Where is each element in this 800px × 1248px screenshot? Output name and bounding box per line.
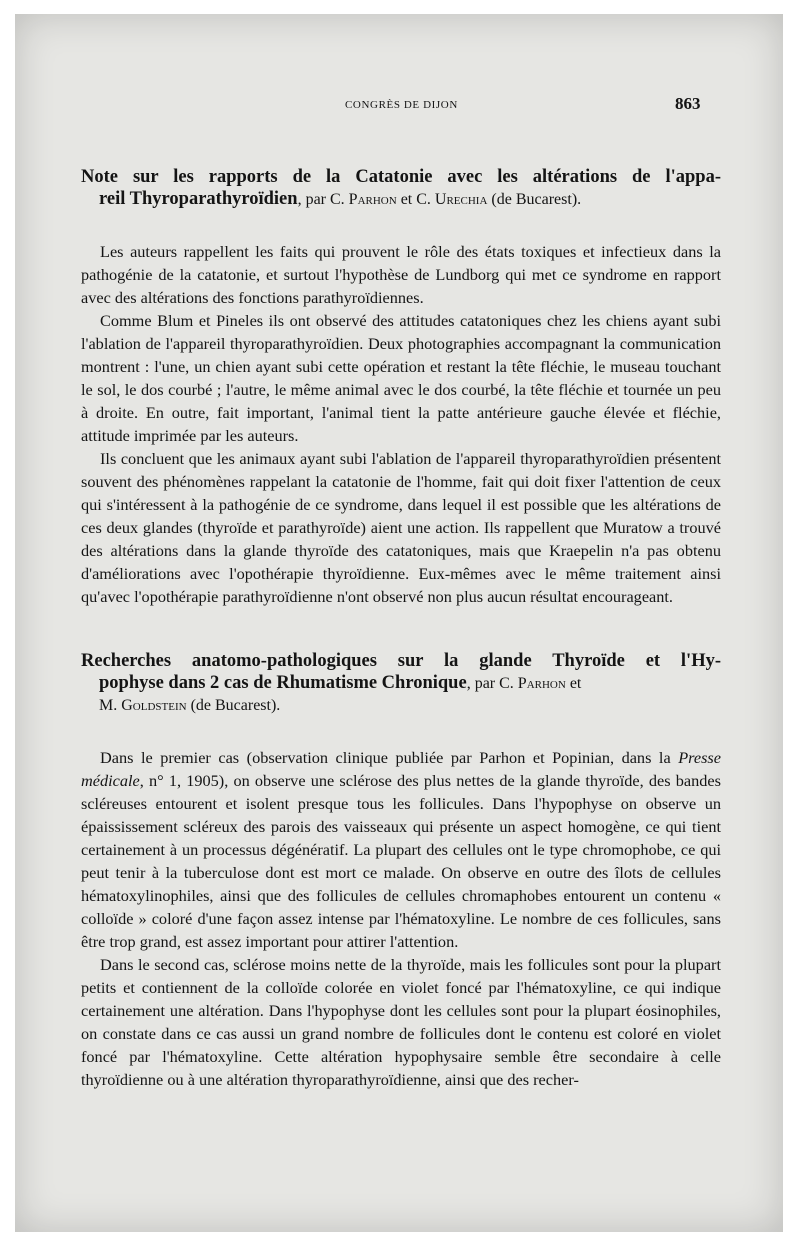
section-1-title-line2 — [81, 188, 721, 211]
page-number: 863 — [675, 94, 701, 113]
section-1-paragraph-2: Comme Blum et Pineles ils ont observé des attitudes catatoniques chez les chiens ayant subi l'ablation de l'appareil thyroparathyroïdien. Deux photographies accompagnant la communication montrent : l'une, un chien ayant subi cette opération et restant la tête fléchie, le museau touchant le sol, le dos courbé ; l'autre, le même animal avec le dos courbé, la tête fléchie et tournée un peu à droite. En outre, fait important, l'animal tient la patte antérieure gauche élevée et fléchie, attitude imprimée par les auteurs. — [81, 311, 721, 445]
section-2-title-continued: pophyse dans 2 cas de Rhumatisme Chronique — [99, 673, 467, 693]
journal-name: Presse médicale — [81, 748, 721, 790]
page-content — [81, 166, 721, 1091]
section-1-and: et C. — [396, 191, 435, 208]
section-1-title-continued: reil Thyroparathyroïdien — [99, 189, 298, 209]
section-1-author-2: Urechia — [434, 191, 488, 208]
page-header — [15, 94, 783, 118]
section-2-author-line — [81, 695, 721, 717]
section-1 — [81, 166, 721, 608]
book-page — [15, 14, 783, 1232]
section-1-title-line1: Note sur les rapports de la Catatonie avec les altérations de l'appa- — [81, 167, 721, 187]
section-2 — [81, 650, 721, 1091]
section-2-author-2: Goldstein — [121, 697, 187, 714]
section-2-author-1: Parhon — [517, 675, 566, 692]
section-1-by: , par C. — [297, 191, 349, 208]
section-2-by: , par C. — [466, 675, 518, 692]
section-2-paragraph-2: Dans le second cas, sclérose moins nette de la thyroïde, mais les follicules sont pour la plupart petits et contiennent de la colloïde colorée en violet foncé par l'hématoxyline, ce qui indique certainement une altération. Dans l'hypophyse dont les cellules sont pour la plupart éosinophiles, on constate dans ce cas aussi un grand nombre de follicules dont le contenu est coloré en violet foncé par l'hématoxyline. Cette altération hypophysaire semble être secondaire à celle thyroïdienne ou à une altération thyroparathyroïdienne, ainsi que des recher- — [81, 955, 721, 1089]
section-2-title-line1: Recherches anatomo-pathologiques sur la glande Thyroïde et l'Hy- — [81, 651, 721, 671]
section-2-p1-rest: , n° 1, 1905), on observe une sclérose des plus nettes de la glande thyroïde, des bandes scléreuses entourent et isolent presque tous les follicules. Dans l'hypophyse on observe un épaississement scléreux des parois des vaisseaux qui présente un aspect homogène, ce qui tient certainement à un processus dégénératif. La plupart des cellules ont le type chromophobe, ce qui peut tenir à la tuberculose dont est mort ce malade. On observe en outre des îlots de cellules hématoxylinophiles, ainsi que des follicules de cellules chromaphobes entourent un contenu « colloïde » coloré d'une façon assez intense par l'hématoxyline. Le nombre de ces follicules, sans être trop grand, est assez important pour attirer l'attention. — [81, 771, 721, 951]
section-2-and: et — [565, 675, 582, 692]
section-2-author-initial: M. — [99, 697, 122, 714]
section-1-author-1: Parhon — [348, 191, 397, 208]
section-2-origin: (de Bucarest). — [186, 697, 281, 714]
section-2-p1-start: Dans le premier cas (observation clinique publiée par Parhon et Popinian, dans la — [100, 748, 679, 767]
section-1-paragraph-3: Ils concluent que les animaux ayant subi l'ablation de l'appareil thyroparathyroïdien présentent souvent des phénomènes rappelant la catatonie de l'homme, fait qui doit fixer l'attention de ceux qui s'intéressent à la pathogénie de ce syndrome, dans lequel il est possible que les altérations de ces deux glandes (thyroïde et parathyroïde) aient une action. Ils rappellent que Muratow a trouvé des altérations dans la glande thyroïde des catatoniques, mais que Kraepelin n'a pas obtenu d'améliorations avec l'opothérapie thyroïdienne. Eux-mêmes avec le même traitement ainsi qu'avec l'opothérapie parathyroïdienne n'ont observé non plus aucun résultat encourageant. — [81, 449, 721, 606]
section-1-origin: (de Bucarest). — [487, 191, 582, 208]
section-1-paragraph-1: Les auteurs rappellent les faits qui prouvent le rôle des états toxiques et infectieux dans la pathogénie de la catatonie, et surtout l'hypothèse de Lundborg qui met ce syndrome en rapport avec des altérations des fonctions parathyroïdiennes. — [81, 242, 721, 307]
section-2-paragraph-1 — [81, 746, 721, 953]
running-title: CONGRÈS DE DIJON — [345, 99, 458, 111]
section-2-title-line2 — [81, 672, 721, 695]
